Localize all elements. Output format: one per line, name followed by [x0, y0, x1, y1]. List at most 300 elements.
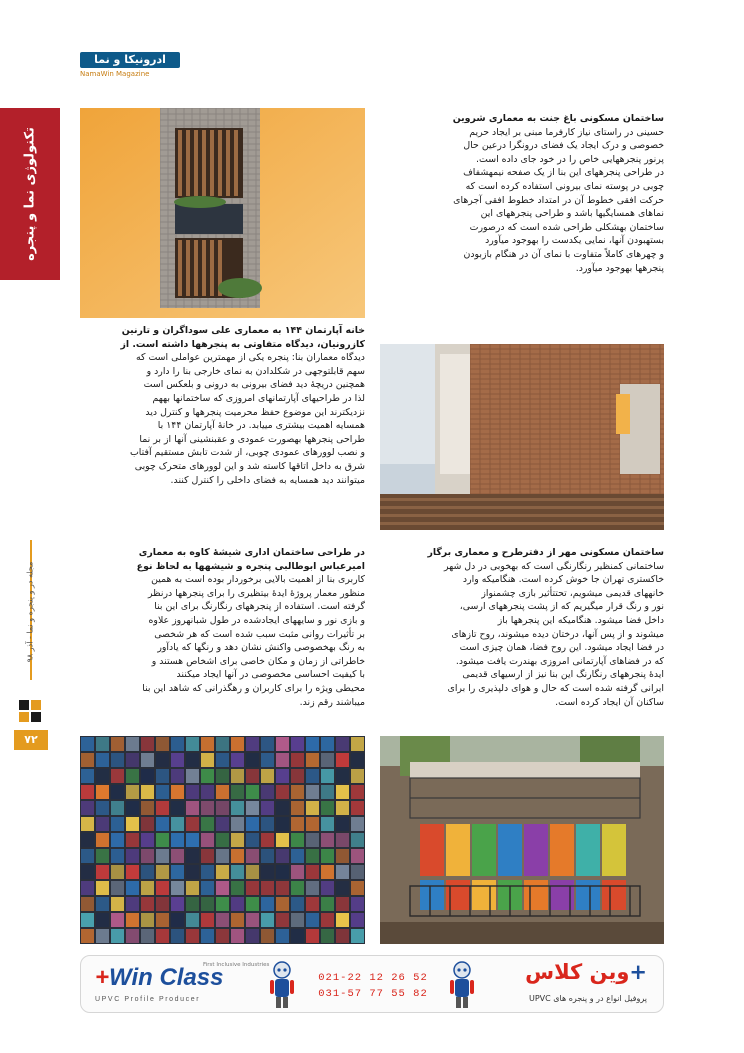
- glass-tile: [201, 929, 214, 943]
- article-line: نزدیکترند این موضوع حفظ محرمیت پنجرهها و کنترل دید: [145, 406, 365, 418]
- glass-tile: [216, 897, 229, 911]
- glass-tile: [291, 769, 304, 783]
- ad-plus-mark: +: [95, 964, 110, 991]
- glass-tile: [81, 849, 94, 863]
- section-tab-label: تکنولوژی نما و پنجره: [22, 127, 38, 261]
- photo-apartment-144-facade: [380, 344, 664, 530]
- article-line: پرنور پنجرههایی خاص را در خود جای داده است.: [476, 153, 664, 165]
- glass-tile: [321, 833, 334, 847]
- glass-tile: [186, 769, 199, 783]
- glass-tile: [156, 897, 169, 911]
- photo-mehr-residential-facade: [380, 736, 664, 944]
- article-line: ساختمانی کمنظیر رنگارنگی است که بهخوبی در دل شهر: [443, 560, 664, 572]
- glass-tile: [231, 897, 244, 911]
- glass-tile: [246, 913, 259, 927]
- glass-tile: [291, 801, 304, 815]
- article-line: که در فضاهای آپارتمانی امروزی بهندرت یافت میشود.: [455, 655, 664, 667]
- glass-tile: [276, 801, 289, 815]
- article-line: چوبی در پوسته نمای بیرونی استفاده کرده است که: [465, 180, 664, 192]
- robot-mascot-icon: [447, 960, 477, 1010]
- article-line: در طراحی پنجرههای این بنا از یک صفحه نیمهشفاف: [463, 167, 664, 179]
- ad-phone-2[interactable]: 031-57 77 55 82: [318, 988, 428, 1000]
- glass-tile: [351, 753, 364, 767]
- glass-tile: [351, 849, 364, 863]
- article-line: سهم قابلتوجهی در شکلدادن به نمای خارجی بنا را دارد و: [146, 365, 365, 377]
- article-line: گرفته است. استفاده از پنجرههای رنگارنگ برای این بنا: [154, 601, 365, 613]
- article-line: ساختمان بهشکلی طراحی شده است که درصورت: [469, 221, 664, 233]
- glass-tile: [261, 881, 274, 895]
- glass-tile: [156, 753, 169, 767]
- glass-tile: [261, 833, 274, 847]
- ad-phone-numbers: [317, 970, 429, 1002]
- glass-tile: [156, 785, 169, 799]
- glass-tile: [111, 881, 124, 895]
- glass-tile: [126, 849, 139, 863]
- glass-tile: [111, 801, 124, 815]
- ad-brand-english: [95, 964, 224, 992]
- article-line: و نصب لوورهای عمودی چوبی، از شدت تابش مستقیم آفتاب: [129, 447, 365, 459]
- glass-tile: [111, 897, 124, 911]
- glass-tile: [96, 769, 109, 783]
- glass-tile: [141, 817, 154, 831]
- glass-tile: [96, 785, 109, 799]
- glass-tile: [336, 849, 349, 863]
- glass-tile: [246, 865, 259, 879]
- article-line: کاربری بنا از اهمیت بالایی برخوردار بوده است به همین: [151, 574, 365, 586]
- glass-tile: [171, 801, 184, 815]
- article-line: حرکت افقی خطوط آن در امتداد خطوط افقی آجرهای: [453, 194, 664, 206]
- glass-tile: [96, 801, 109, 815]
- glass-tile: [81, 897, 94, 911]
- glass-tile: [171, 913, 184, 927]
- glass-tile: [201, 849, 214, 863]
- glass-tile: [351, 897, 364, 911]
- glass-tile: [291, 753, 304, 767]
- glass-tile: [246, 737, 259, 751]
- glass-tile: [351, 929, 364, 943]
- glass-tile: [231, 753, 244, 767]
- glass-tile: [276, 865, 289, 879]
- glass-tile: [201, 913, 214, 927]
- glass-tile: [321, 929, 334, 943]
- win-class-advertisement[interactable]: [80, 955, 664, 1013]
- article-line: خانه آپارتمان ۱۴۴ به معماری علی سوداگران و تارنین: [121, 325, 365, 336]
- article-line: محیطی ویژه را برای کاربران و رهگذرانی که شاهد این بنا: [142, 682, 365, 694]
- glass-tile: [306, 849, 319, 863]
- glass-tile: [276, 881, 289, 895]
- magazine-logo: [80, 52, 180, 82]
- glass-tile: [291, 833, 304, 847]
- article-line: حسینی در راستای نیاز کارفرما مبنی بر ایجاد حریم: [469, 126, 664, 138]
- glass-tile: [276, 929, 289, 943]
- glass-tile: [321, 817, 334, 831]
- glass-tile: [126, 865, 139, 879]
- glass-tile: [216, 849, 229, 863]
- glass-tile: [276, 913, 289, 927]
- glass-tile: [351, 817, 364, 831]
- glass-tile: [261, 817, 274, 831]
- glass-tile: [336, 881, 349, 895]
- glass-tile: [306, 881, 319, 895]
- glass-tile: [81, 769, 94, 783]
- glass-tile: [171, 929, 184, 943]
- glass-tile: [111, 833, 124, 847]
- glass-tile: [126, 913, 139, 927]
- glass-tile: [81, 865, 94, 879]
- page-number: ۷۲: [14, 730, 48, 750]
- article-kaveh-glass: [80, 546, 365, 709]
- glass-tile: [306, 785, 319, 799]
- glass-tile: [141, 833, 154, 847]
- glass-tile: [216, 801, 229, 815]
- glass-tile: [186, 881, 199, 895]
- glass-tile: [261, 913, 274, 927]
- glass-tile: [156, 737, 169, 751]
- glass-tile: [216, 913, 229, 927]
- glass-tile: [321, 753, 334, 767]
- glass-tile: [111, 753, 124, 767]
- glass-tile: [186, 913, 199, 927]
- glass-tile: [321, 913, 334, 927]
- glass-tile: [291, 849, 304, 863]
- glass-tile: [261, 769, 274, 783]
- glass-tile: [126, 769, 139, 783]
- glass-tile: [96, 913, 109, 927]
- glass-tile: [96, 833, 109, 847]
- glass-tile: [291, 865, 304, 879]
- glass-tile: [96, 817, 109, 831]
- glass-tile: [141, 801, 154, 815]
- glass-tile: [276, 849, 289, 863]
- glass-tile: [351, 769, 364, 783]
- article-line: بستهبودن آنها، نمایی یکدست را بهوجود میآورد: [485, 235, 664, 247]
- glass-tile: [171, 769, 184, 783]
- glass-tile: [306, 753, 319, 767]
- article-line: خاطراتی از زمان و مکان خاصی برای اشخاص هستند و: [151, 655, 365, 667]
- glass-tile: [246, 801, 259, 815]
- glass-tile: [216, 769, 229, 783]
- article-line: نور و رنگ قرار میگیریم که از پشت پنجرههای ارسی،: [459, 601, 664, 613]
- glass-tile: [246, 769, 259, 783]
- glass-tile: [231, 865, 244, 879]
- glass-tile: [141, 881, 154, 895]
- glass-tile: [201, 897, 214, 911]
- glass-tile: [126, 833, 139, 847]
- glass-tile: [156, 929, 169, 943]
- glass-tile: [216, 753, 229, 767]
- photo-kaveh-glass-facade: [80, 736, 365, 944]
- glass-tile: [246, 929, 259, 943]
- glass-tile: [171, 753, 184, 767]
- glass-tile: [201, 865, 214, 879]
- glass-tile: [216, 881, 229, 895]
- glass-tile: [351, 865, 364, 879]
- glass-tile: [111, 769, 124, 783]
- glass-tile: [141, 897, 154, 911]
- glass-tile: [141, 785, 154, 799]
- article-bagh-jannat: [382, 112, 664, 275]
- logo-subtitle: NamaWin Magazine: [80, 70, 150, 78]
- glass-tile: [351, 801, 364, 815]
- article-line: به رنگ بهخصوصی واکنش نشان دهد و رنگها که یادآور: [157, 642, 365, 654]
- glass-tile: [231, 849, 244, 863]
- article-line: میباشند رقم زند.: [299, 696, 365, 708]
- article-line: خصوصی و درک ایجاد یک فضای درونگرا درعین حال: [463, 140, 664, 152]
- article-line: بر تأثیرات روانی مثبت سبب شده است که هر شخصی: [154, 628, 365, 640]
- window-grid-icon: [19, 700, 43, 724]
- glass-tile: [81, 913, 94, 927]
- glass-tile: [81, 929, 94, 943]
- article-line: دیدگاه معماران بنا: پنجره یکی از مهمترین عواملی است که: [135, 352, 365, 364]
- glass-tile: [171, 817, 184, 831]
- glass-tile: [336, 817, 349, 831]
- glass-tile: [216, 737, 229, 751]
- glass-tile: [336, 913, 349, 927]
- glass-tile: [231, 769, 244, 783]
- glass-tile: [156, 865, 169, 879]
- glass-tile: [231, 913, 244, 927]
- glass-tile: [186, 801, 199, 815]
- glass-tile: [231, 833, 244, 847]
- article-line: شرق به داخل اتاقها کاسته شد و این لوورهای متحرک چوبی: [134, 460, 365, 472]
- glass-tile: [126, 737, 139, 751]
- glass-tile: [261, 753, 274, 767]
- glass-tile: [291, 929, 304, 943]
- article-line: ایدهٔ پنجرههای رنگارنگ این بنا نیز از ارسیهای قدیمی: [462, 669, 664, 681]
- glass-tile: [111, 849, 124, 863]
- article-line: طراحی پنجرهها بهصورت عمودی و عقبنشینی آنها از بر نما: [139, 433, 365, 445]
- glass-tile: [351, 737, 364, 751]
- ad-tagline: First Inclusive Industries: [203, 962, 270, 968]
- glass-tile: [306, 817, 319, 831]
- glass-tile: [261, 801, 274, 815]
- glass-tile: [141, 849, 154, 863]
- article-line: پنجرهها بهوجود میآورد.: [575, 262, 664, 274]
- glass-tile: [111, 785, 124, 799]
- glass-tile: [261, 929, 274, 943]
- glass-tile: [306, 897, 319, 911]
- article-line: ساختمان مسکونی مهر از دفترطرح و معماری برگار: [427, 547, 664, 558]
- glass-tile: [351, 785, 364, 799]
- glass-tile: [96, 881, 109, 895]
- glass-tile: [201, 881, 214, 895]
- article-line: منظور معمار پروژهٔ ایدهٔ بیتظیری را برای پنجرهها درنظر: [147, 587, 365, 599]
- glass-tile: [141, 737, 154, 751]
- glass-tile: [246, 817, 259, 831]
- section-tab: [0, 108, 60, 280]
- glass-tile: [96, 865, 109, 879]
- glass-tile: [246, 881, 259, 895]
- glass-tile: [171, 865, 184, 879]
- glass-tile: [291, 881, 304, 895]
- glass-tile: [141, 865, 154, 879]
- glass-tile: [336, 929, 349, 943]
- article-mehr-residential: [380, 546, 664, 709]
- glass-tile: [261, 897, 274, 911]
- glass-tile: [336, 833, 349, 847]
- glass-tile: [261, 865, 274, 879]
- glass-tile: [111, 737, 124, 751]
- glass-tile: [276, 897, 289, 911]
- ad-brand-persian: [525, 960, 647, 984]
- glass-tile: [186, 865, 199, 879]
- article-line: ایرانی گرفته شده است که حال و هوای دلپذیری را برای: [447, 682, 664, 694]
- glass-tile: [261, 849, 274, 863]
- glass-tile: [141, 929, 154, 943]
- ad-phone-1[interactable]: 021-22 12 26 52: [318, 972, 428, 984]
- glass-tile: [261, 737, 274, 751]
- article-line: کازرونیان، دیدگاه متفاوتی به پنجرهها داشته است. از: [120, 338, 365, 350]
- article-line: همسایه اهمیت بیشتری مییابد. در خانهٔ آپارتمان ۱۴۴ با: [157, 420, 365, 432]
- article-line: ساختمان مسکونی باغ جنت به معماری شروین: [452, 113, 664, 124]
- glass-tile: [201, 785, 214, 799]
- glass-tile: [171, 897, 184, 911]
- article-line: ساکنان آن ایجاد کرده است.: [555, 696, 664, 708]
- glass-tile: [246, 897, 259, 911]
- article-line: امیرعباس ابوطالبی پنجره و شیشهها به لحاظ نوع: [136, 560, 365, 572]
- ad-plus-mark-fa: +: [629, 960, 647, 984]
- glass-tile: [306, 929, 319, 943]
- glass-tile: [156, 913, 169, 927]
- glass-tile: [216, 865, 229, 879]
- glass-tile: [336, 865, 349, 879]
- glass-tile: [96, 737, 109, 751]
- glass-tile: [201, 817, 214, 831]
- glass-tile: [156, 833, 169, 847]
- logo-title: ادرونیکا و نما: [80, 52, 180, 68]
- article-line: خاکستری تهران جا خوش کرده است. هنگامیکه وارد: [462, 574, 664, 586]
- glass-tile: [111, 865, 124, 879]
- glass-tile: [321, 737, 334, 751]
- ad-subtitle-english: UPVC Profile Producer: [95, 996, 201, 1003]
- glass-tile: [96, 753, 109, 767]
- glass-tile: [276, 769, 289, 783]
- glass-tile: [216, 817, 229, 831]
- glass-tile: [126, 929, 139, 943]
- glass-tile: [306, 865, 319, 879]
- glass-tile: [186, 785, 199, 799]
- glass-tile: [321, 865, 334, 879]
- glass-tile: [96, 929, 109, 943]
- article-line: در طراحی ساختمان اداری شیشهٔ کاوه به معماری: [138, 547, 365, 558]
- glass-tile: [321, 881, 334, 895]
- glass-tile: [336, 753, 349, 767]
- article-line: همچنین دریچهٔ دید فضای بیرونی به درونی و بلعکس است: [143, 379, 365, 391]
- glass-tile: [246, 833, 259, 847]
- glass-tile: [231, 881, 244, 895]
- glass-tile: [216, 833, 229, 847]
- glass-tile: [336, 769, 349, 783]
- glass-tile: [321, 897, 334, 911]
- glass-tile: [126, 881, 139, 895]
- glass-tile: [321, 849, 334, 863]
- glass-tile: [111, 817, 124, 831]
- photo-bagh-jannat-facade: [80, 108, 365, 318]
- glass-tile: [351, 881, 364, 895]
- glass-tile: [231, 785, 244, 799]
- glass-tile: [276, 833, 289, 847]
- glass-tile: [336, 785, 349, 799]
- glass-tile: [336, 897, 349, 911]
- glass-tile: [111, 929, 124, 943]
- glass-tile: [276, 737, 289, 751]
- glass-tile: [186, 849, 199, 863]
- article-line: با کیفیت احساسی مخصوصی در آنها ایجاد میکنند: [176, 669, 365, 681]
- ad-subtitle-persian: پروفیل انواع در و پنجره های UPVC: [528, 994, 647, 1003]
- glass-tile: [276, 817, 289, 831]
- glass-tile: [261, 785, 274, 799]
- glass-tile: [336, 737, 349, 751]
- glass-tile: [246, 753, 259, 767]
- glass-tile: [186, 753, 199, 767]
- article-line: میشوند و از پس آنها، درختان دیده میشوند، روح تازهای: [451, 628, 664, 640]
- glass-tile: [336, 801, 349, 815]
- issue-info: مجله در و پنجره و نما - آذر ۹۸: [25, 561, 35, 663]
- glass-tile: [291, 817, 304, 831]
- ad-brand-name: Win Class: [109, 964, 224, 991]
- glass-tile: [141, 913, 154, 927]
- glass-tile: [171, 737, 184, 751]
- glass-tile: [126, 753, 139, 767]
- glass-tile: [186, 929, 199, 943]
- glass-tile: [156, 881, 169, 895]
- glass-tile: [231, 817, 244, 831]
- glass-tile: [171, 849, 184, 863]
- glass-tile: [186, 897, 199, 911]
- glass-tile: [216, 929, 229, 943]
- article-line: داخل فضا میشود. هنگامیکه این پنجرهها باز: [497, 614, 664, 626]
- glass-tile: [171, 881, 184, 895]
- glass-tile: [351, 833, 364, 847]
- glass-tile: [111, 913, 124, 927]
- glass-tile: [246, 785, 259, 799]
- ad-brand-name-fa: وین کلاس: [525, 960, 630, 984]
- glass-tile: [201, 737, 214, 751]
- glass-tile: [81, 737, 94, 751]
- glass-tile: [306, 769, 319, 783]
- glass-tile: [306, 801, 319, 815]
- glass-tile: [156, 801, 169, 815]
- glass-tile: [321, 801, 334, 815]
- glass-tile: [216, 785, 229, 799]
- glass-tile: [156, 817, 169, 831]
- glass-tile: [291, 737, 304, 751]
- glass-tile: [126, 897, 139, 911]
- glass-tile: [156, 849, 169, 863]
- article-line: و چهرهای کاملاً متفاوت با نمای آن در هنگام بازبودن: [463, 248, 664, 260]
- glass-tile: [231, 737, 244, 751]
- article-line: در فضا ایجاد میشود. این روح فضا، همان چیزی است: [459, 642, 664, 654]
- glass-tile: [276, 753, 289, 767]
- glass-tile: [126, 817, 139, 831]
- glass-tile: [291, 897, 304, 911]
- glass-tile: [201, 753, 214, 767]
- glass-tile: [141, 753, 154, 767]
- glass-tile: [186, 737, 199, 751]
- glass-tile: [171, 785, 184, 799]
- article-line: لذا در طراحیهای آپارتمانهای امروزی که ساختمانها بههم: [152, 392, 365, 404]
- glass-tile: [81, 785, 94, 799]
- article-apartment-144: [80, 324, 365, 487]
- glass-tile: [96, 897, 109, 911]
- glass-tile: [321, 769, 334, 783]
- article-line: خانههای قدیمی میشویم، تحتتأثیر بازی چشمنواز: [481, 587, 664, 599]
- glass-tile: [126, 785, 139, 799]
- glass-tile: [186, 817, 199, 831]
- glass-tile: [351, 913, 364, 927]
- glass-tile: [81, 817, 94, 831]
- article-line: نماهای همسایگیها باشد و طراحی پنجرههای این: [480, 208, 664, 220]
